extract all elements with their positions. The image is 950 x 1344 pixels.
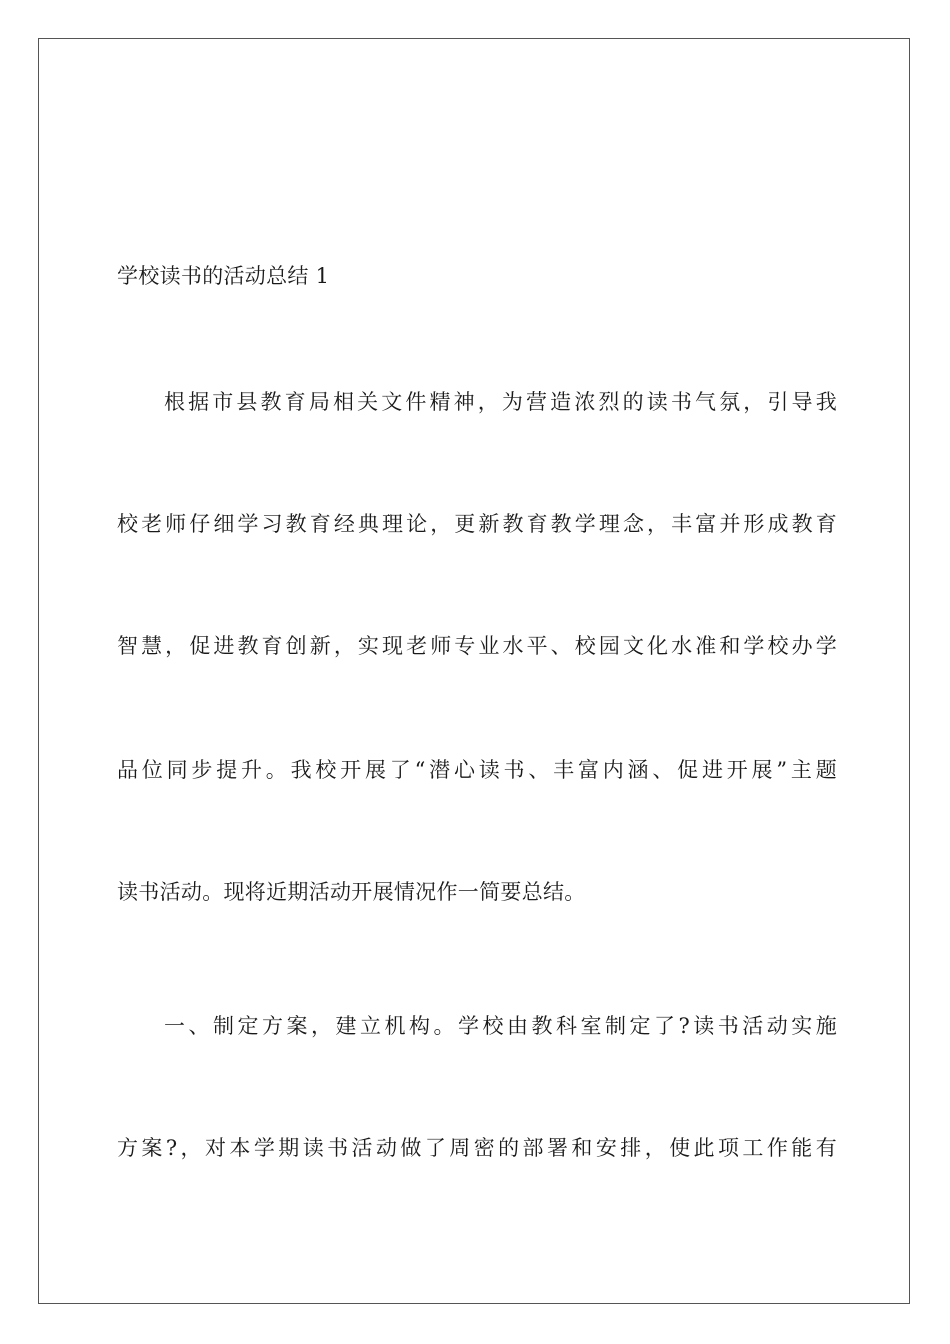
page-border (38, 38, 910, 1304)
paragraph-line-6: 一、制定方案，建立机构。学校由教科室制定了?读书活动实施 (164, 1014, 837, 1038)
paragraph-line-3: 智慧，促进教育创新，实现老师专业水平、校园文化水准和学校办学 (117, 634, 837, 658)
paragraph-line-4: 品位同步提升。我校开展了“潜心读书、丰富内涵、促进开展”主题 (117, 758, 837, 782)
paragraph-line-1: 根据市县教育局相关文件精神，为营造浓烈的读书气氛，引导我 (164, 390, 837, 414)
paragraph-line-5: 读书活动。现将近期活动开展情况作一简要总结。 (117, 880, 586, 904)
paragraph-line-2: 校老师仔细学习教育经典理论，更新教育教学理念，丰富并形成教育 (117, 512, 837, 536)
document-title: 学校读书的活动总结 1 (117, 264, 330, 288)
paragraph-line-7: 方案?，对本学期读书活动做了周密的部署和安排，使此项工作能有 (117, 1136, 837, 1160)
